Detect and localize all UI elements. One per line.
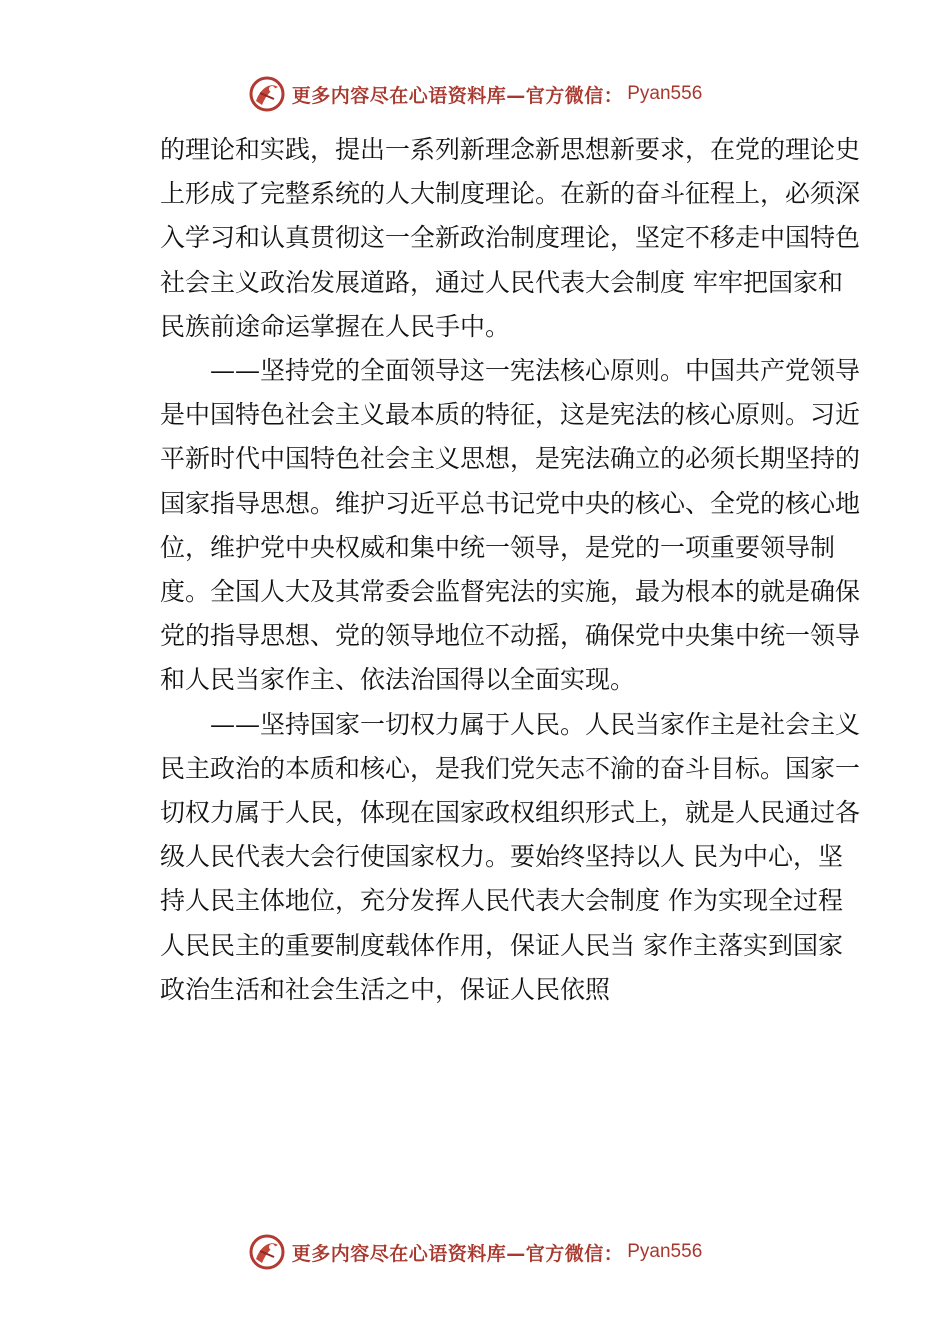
paragraph-1: 的理论和实践，提出一系列新理念新思想新要求，在党的理论史上形成了完整系统的人大制度理论。在新的奋斗征程上，必须深入学习和认真贯彻这一全新政治制度理论，坚定不移走中国特色社会主义政治发展道路，通过人民代表大会制度 牢牢把国家和民族前途命运掌握在人民手中。: [160, 135, 861, 341]
paragraph-3: ——坚持国家一切权力属于人民。人民当家作主是社会主义民主政治的本质和核心，是我们党矢志不渝的奋斗目标。国家一切权力属于人民，体现在国家政权组织形式上，就是人民通过各级人民代表大会行使国家权力。要始终坚持以人 民为中心，坚持人民主体地位，充分发挥人民代表大会制度 作为实现全过程人民民主的重要制度载体作用，保证人民当 家作主落实到国家政治生活和社会生活之中，保证人民依照: [160, 709, 861, 1004]
logo-icon: [248, 75, 286, 113]
header-banner-text: 更多内容尽在心语资料库—官方微信：: [291, 84, 624, 107]
header-wechat-id: Pyan556: [627, 83, 703, 104]
footer-wechat-id: Pyan556: [627, 1241, 703, 1262]
footer-banner: [0, 1230, 950, 1274]
document-body: [160, 128, 860, 1012]
paragraph-2: ——坚持党的全面领导这一宪法核心原则。中国共产党领导是中国特色社会主义最本质的特征，这是宪法的核心原则。习近平新时代中国特色社会主义思想，是宪法确立的必须长期坚持的国家指导思想。维护习近平总书记党中央的核心、全党的核心地位，维护党中央权威和集中统一领导，是党的一项重要领导制度。全国人大及其常委会监督宪法的实施，最为根本的就是确保党的指导思想、党的领导地位不动摇，确保党中央集中统一领导和人民当家作主、依法治国得以全面实现。: [160, 356, 861, 695]
footer-banner-text: 更多内容尽在心语资料库—官方微信：: [291, 1242, 624, 1265]
logo-icon: [248, 1233, 286, 1271]
header-banner: [0, 72, 950, 116]
